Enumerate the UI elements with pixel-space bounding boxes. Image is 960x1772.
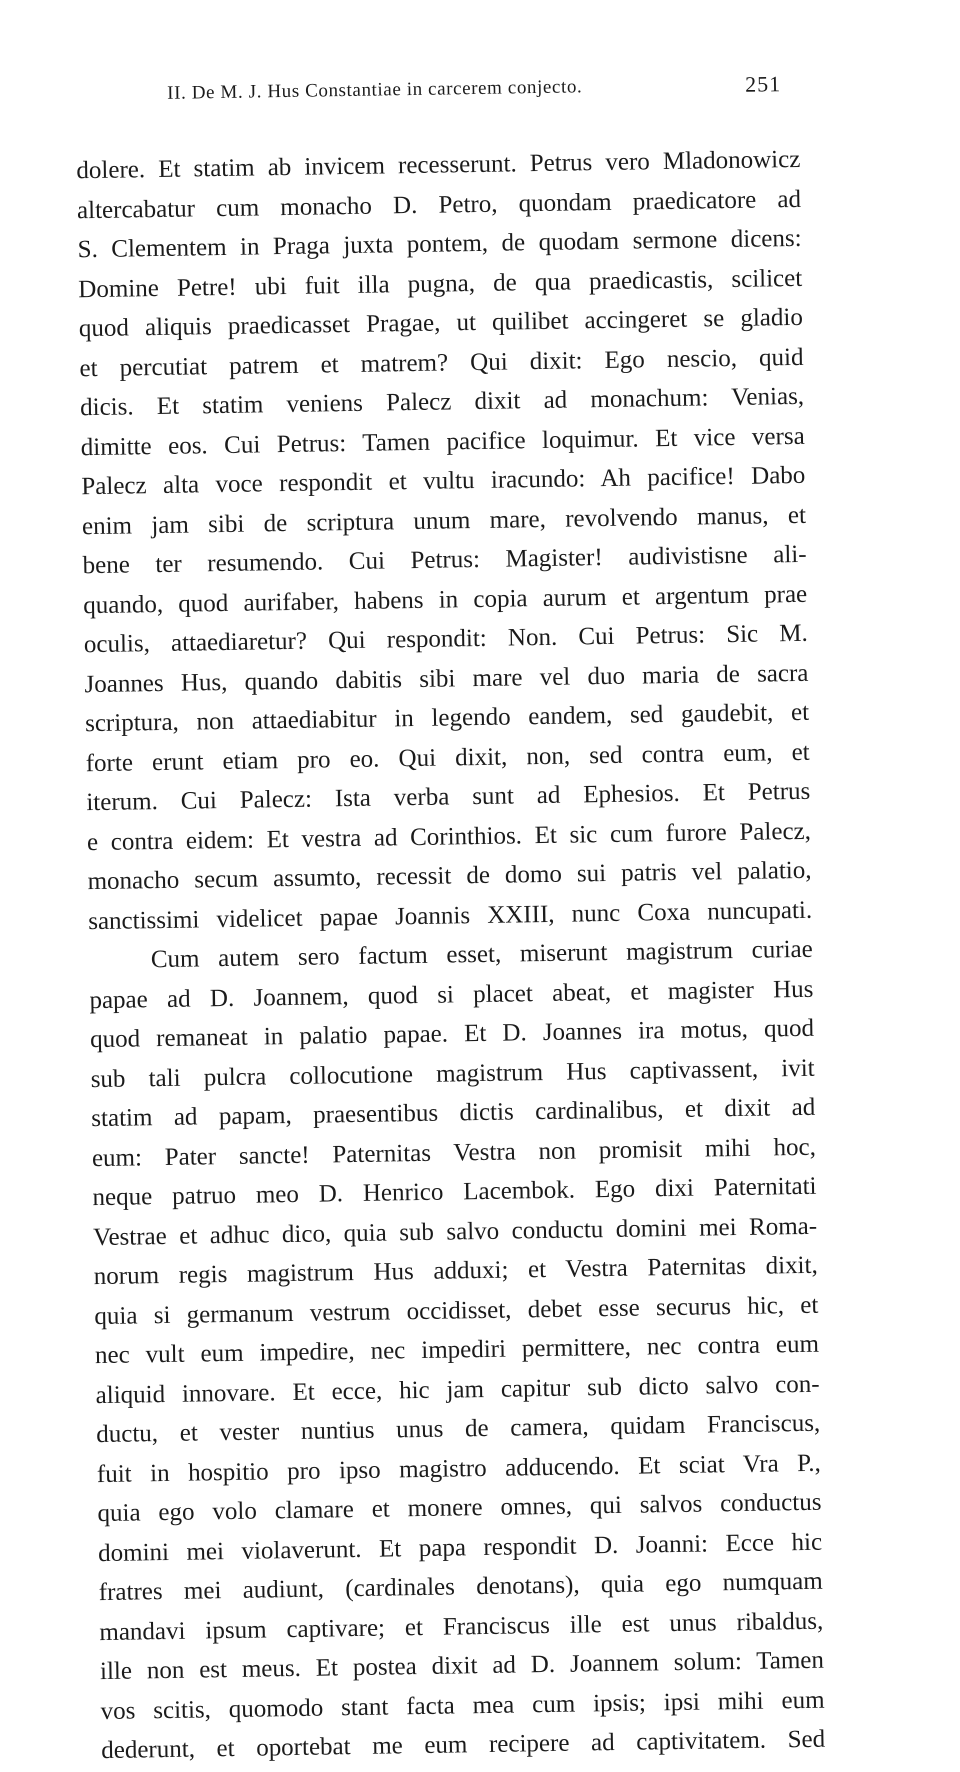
text-line: statim ad papam, praesentibus dictis cardinalibus, et dixit ad [91,1093,816,1133]
text-line: Domine Petre! ubi fuit illa pugna, de qua praedicastis, scilicet [78,264,803,303]
text-line: sub tali pulcra collocutione magistrum Hus captivassent, ivit [90,1054,815,1093]
paragraph-start-line: Cum autem sero factum esset, miserunt magistrum curiae [150,935,813,974]
text-line: Joannes Hus, quando dabitis sibi mare vel duo maria de sacra [84,659,809,698]
text-line: Palecz alta voce respondit et vultu iracundo: Ah pacifice! Dabo [81,461,806,501]
text-line: altercabatur cum monacho D. Petro, quondam praedicatore ad [76,185,802,224]
text-line: forte erunt etiam pro eo. Qui dixit, non, sed contra eum, et [85,738,810,777]
text-line: vos scitis, quomodo stant facta mea cum ipsis; ipsi mihi eum [100,1686,825,1725]
text-line: mandavi ipsum captivare; et Franciscus ille est unus ribaldus, [99,1607,824,1646]
text-line: fratres mei audiunt, (cardinales denotans), quia ego numquam [98,1567,823,1607]
text-line: papae ad D. Joannem, quod si placet abeat, et magister Hus [89,975,814,1014]
text-line: fuit in hospitio pro ipso magistro adducendo. Et sciat Vra P., [96,1449,822,1488]
text-line: quia si germanum vestrum occidisset, debet esse securus hic, et [94,1291,819,1330]
text-line: sanctissimi videlicet papae Joannis XXIII, nunc Coxa nuncupati. [88,896,813,935]
text-line: ille non est meus. Et postea dixit ad D. Joannem solum: Tamen [99,1646,825,1686]
text-line: norum regis magistrum Hus adduxi; et Vestra Paternitas dixit, [93,1251,818,1291]
text-line: monacho secum assumto, recessit de domo sui patris vel palatio, [87,856,812,896]
text-line: nec vult eum impedire, nec impediri permittere, nec contra eum [94,1330,820,1370]
text-line: S. Clementem in Praga juxta pontem, de quodam sermone dicens: [77,224,802,264]
text-line: domini mei violaverunt. Et papa respondit D. Joanni: Ecce hic [97,1528,823,1567]
running-title: II. De M. J. Hus Constantiae in carcerem conjecto. [167,76,583,104]
text-line: bene ter resumendo. Cui Petrus: Magister! audivistisne ali- [82,540,807,580]
body-text [76,140,825,1771]
text-line: ductu, et vester nuntius unus de camera, quidam Franciscus, [96,1409,821,1449]
text-line: dederunt, et oportebat me eum recipere ad captivitatem. Sed [101,1725,826,1765]
text-line: scriptura, non attaediabitur in legendo eandem, sed gaudebit, et [84,698,810,738]
text-line: aliquid innovare. Et ecce, hic jam capitur sub dicto salvo con- [95,1370,820,1409]
running-head [167,73,807,119]
page-number: 251 [744,71,782,97]
text-line: quod remaneat in palatio papae. Et D. Joannes ira motus, quod [89,1014,815,1054]
text-line: Vestrae et adhuc dico, quia sub salvo conductu domini mei Roma- [92,1212,818,1251]
text-line: quod aliquis praedicasset Pragae, ut quilibet accingeret se gladio [78,303,804,343]
text-line: neque patruo meo D. Henrico Lacembok. Ego dixi Paternitati [92,1172,817,1212]
text-line: e contra eidem: Et vestra ad Corinthios. Et sic cum furore Palecz, [86,817,812,856]
text-line: et percutiat patrem et matrem? Qui dixit: Ego nescio, quid [79,343,804,382]
text-line: enim jam sibi de scriptura unum mare, revolvendo manus, et [81,501,807,540]
text-line: dicis. Et statim veniens Palecz dixit ad monachum: Venias, [79,382,805,422]
text-line: quia ego volo clamare et monere omnes, qui salvos conductus [97,1488,822,1528]
text-line: dolere. Et statim ab invicem recesserunt. Petrus vero Mladonowicz [76,145,801,185]
text-line: quando, quod aurifaber, habens in copia aurum et argentum prae [83,580,808,619]
text-line: eum: Pater sancte! Paternitas Vestra non promisit mihi hoc, [91,1133,817,1172]
text-line: dimitte eos. Cui Petrus: Tamen pacifice loquimur. Et vice versa [80,422,805,461]
text-line: iterum. Cui Palecz: Ista verba sunt ad Ephesios. Et Petrus [86,777,811,817]
text-line: oculis, attaediaretur? Qui respondit: Non. Cui Petrus: Sic M. [83,619,808,659]
